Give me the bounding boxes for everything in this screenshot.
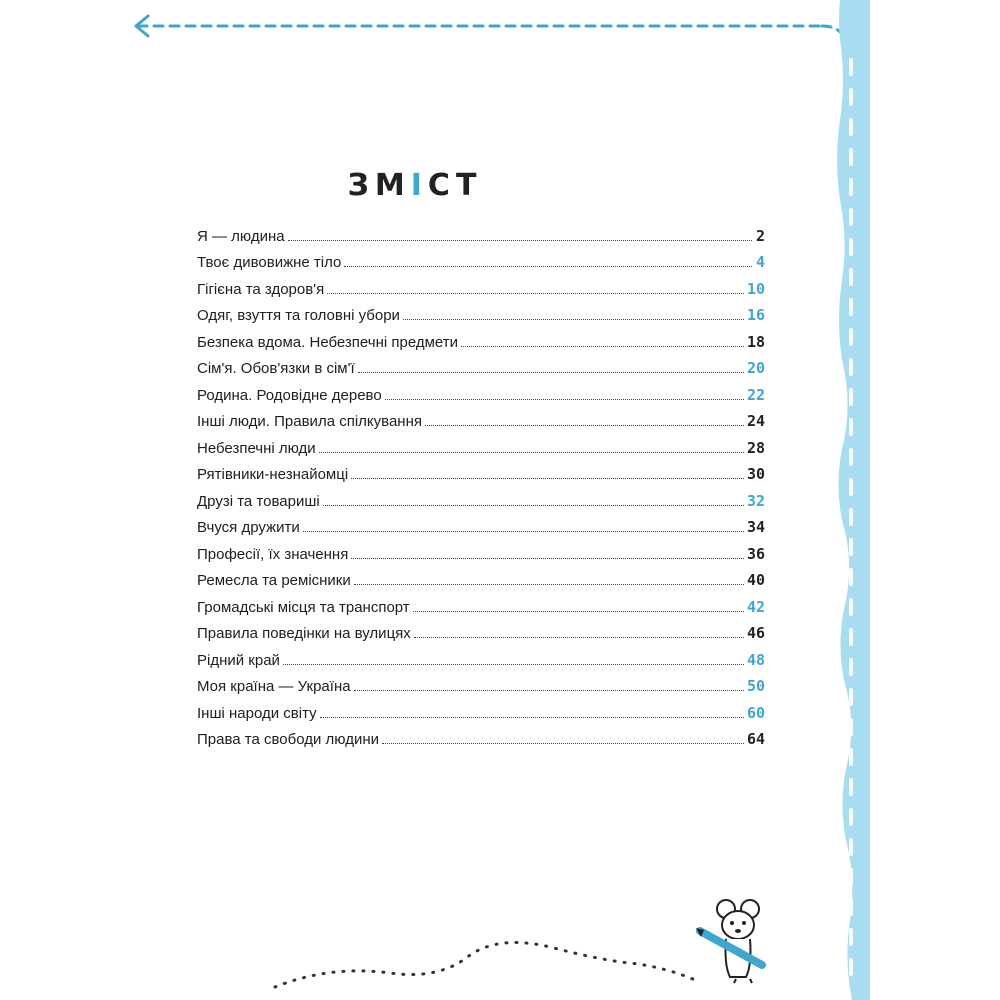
toc-entry: [197, 404, 765, 431]
dot-leader: [425, 424, 744, 426]
toc-entry-page-number: 34: [746, 518, 765, 536]
toc-entry-page-number: 30: [746, 465, 765, 483]
dot-leader: [327, 292, 744, 294]
toc-entry: [197, 351, 765, 378]
toc-entry: [197, 483, 765, 510]
toc-entry-title: Небезпечні люди: [197, 439, 316, 457]
toc-entry-page-number: 24: [746, 412, 765, 430]
decorative-side-strip: [830, 0, 870, 1000]
dot-leader: [303, 530, 744, 532]
toc-entry-title: Твоє дивовижне тіло: [197, 254, 342, 271]
dot-leader: [354, 583, 744, 585]
toc-entry: [197, 324, 765, 351]
toc-entry-page-number: 16: [746, 306, 765, 324]
toc-entry-page-number: 46: [746, 624, 765, 642]
toc-entry-title: Моя країна — Україна: [197, 678, 351, 695]
toc-entry-page-number: 2: [755, 226, 765, 245]
toc-entry: [197, 536, 765, 563]
toc-entry-page-number: 4: [755, 253, 765, 271]
toc-entry-title: Вчуся дружити: [197, 519, 300, 536]
title-letter-accent: І: [410, 168, 428, 203]
toc-entry: [197, 271, 765, 298]
toc-entry: [197, 298, 765, 325]
title-letter: Т: [455, 168, 483, 203]
toc-entry-title: Сім'я. Обов'язки в сім'ї: [197, 360, 355, 377]
dot-leader: [283, 663, 744, 665]
dot-leader: [351, 557, 744, 559]
toc-entry-title: Правила поведінки на вулицях: [197, 625, 411, 642]
toc-entry: [197, 218, 765, 245]
dotted-path-decoration: [270, 925, 700, 995]
dot-leader: [320, 716, 744, 718]
dot-leader: [344, 265, 752, 267]
title-letter: З: [347, 168, 375, 203]
title-letter: М: [374, 168, 411, 203]
page-title: [0, 168, 830, 203]
toc-entry: [197, 642, 765, 669]
toc-entry-page-number: 10: [746, 279, 765, 298]
toc-entry: [197, 457, 765, 484]
dot-leader: [461, 345, 744, 347]
toc-entry: [197, 722, 765, 749]
toc-entry-page-number: 40: [746, 571, 765, 589]
toc-entry-page-number: 60: [746, 703, 765, 722]
toc-entry-title: Я — людина: [197, 227, 285, 245]
toc-entry-title: Професії, їх значення: [197, 545, 349, 563]
toc-entry-page-number: 48: [746, 650, 765, 669]
mouse-with-pencil-icon: [690, 895, 770, 985]
toc-entry-page-number: 36: [746, 544, 765, 563]
toc-entry-title: Друзі та товариші: [197, 492, 320, 510]
dot-leader: [288, 239, 752, 241]
toc-entry: [197, 377, 765, 404]
dot-leader: [351, 477, 744, 479]
toc-entry: [197, 616, 765, 643]
toc-entry: [197, 245, 765, 272]
toc-entry-title: Права та свободи людини: [197, 731, 379, 748]
dot-leader: [414, 636, 744, 638]
toc-entry: [197, 695, 765, 722]
toc-entry-page-number: 22: [746, 385, 765, 404]
toc-entry-page-number: 18: [746, 332, 765, 351]
arrow-left-icon: [132, 10, 862, 50]
dot-leader: [385, 398, 744, 400]
toc-entry: [197, 510, 765, 537]
table-of-contents: [197, 218, 765, 748]
toc-entry-page-number: 32: [746, 491, 765, 510]
title-letter: С: [427, 168, 456, 203]
toc-entry-title: Рятівники-незнайомці: [197, 466, 349, 483]
toc-entry-title: Ремесла та ремісники: [197, 572, 351, 589]
toc-entry-page-number: 64: [746, 730, 765, 748]
dot-leader: [358, 371, 744, 373]
dot-leader: [413, 610, 744, 612]
dot-leader: [354, 689, 744, 691]
toc-entry-page-number: 42: [746, 597, 765, 616]
dot-leader: [319, 451, 744, 453]
dot-leader: [323, 504, 744, 506]
toc-entry-title: Одяг, взуття та головні убори: [197, 307, 400, 324]
toc-entry-title: Інші люди. Правила спілкування: [197, 413, 422, 430]
toc-entry: [197, 563, 765, 590]
toc-entry-title: Рідний край: [197, 651, 280, 669]
toc-entry-page-number: 28: [746, 438, 765, 457]
toc-entry-page-number: 20: [746, 359, 765, 377]
toc-entry-title: Інші народи світу: [197, 704, 317, 722]
toc-entry-title: Гігієна та здоров'я: [197, 280, 325, 298]
toc-entry: [197, 669, 765, 696]
toc-entry: [197, 589, 765, 616]
toc-entry-title: Громадські місця та транспорт: [197, 598, 410, 616]
dot-leader: [403, 318, 744, 320]
toc-entry-title: Родина. Родовідне дерево: [197, 386, 382, 404]
toc-entry-title: Безпека вдома. Небезпечні предмети: [197, 333, 459, 351]
toc-entry: [197, 430, 765, 457]
dot-leader: [382, 742, 744, 744]
toc-entry-page-number: 50: [746, 677, 765, 695]
